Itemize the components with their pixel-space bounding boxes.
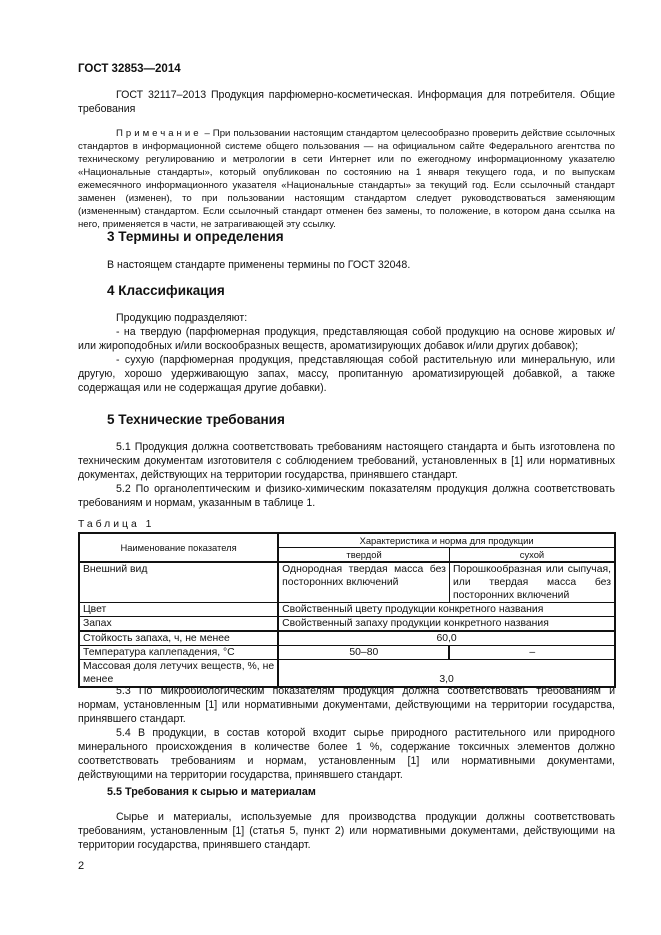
requirements-table: [78, 532, 616, 688]
row-value: Свойственный цвету продукции конкретного названия: [278, 603, 615, 617]
row-value: 60,0: [278, 631, 615, 646]
header-solid: твердой: [278, 548, 449, 563]
row-name: Массовая доля летучих веществ, %, не менее: [79, 660, 278, 688]
header-indicator: Наименование показателя: [79, 533, 278, 562]
table-row: [79, 603, 615, 617]
paragraph-5-3: 5.3 По микробиологическим показателям продукция должна соответствовать требованиям и нормам, установленным [1] или нормативными документами, действующими на территории государства, принявшего стандарт.: [78, 685, 615, 725]
table-row: [79, 631, 615, 646]
table-row: [79, 646, 615, 660]
subsection-5-5-title: 5.5 Требования к сырью и материалам: [107, 786, 316, 798]
section-3-text: В настоящем стандарте применены термины по ГОСТ 32048.: [107, 259, 411, 271]
row-name: Запах: [79, 617, 278, 632]
table-row: [79, 617, 615, 632]
document-code-header: ГОСТ 32853—2014: [78, 63, 181, 75]
row-name: Внешний вид: [79, 562, 278, 603]
row-value-dry: Порошкообразная или сыпучая, или твердая масса без посторонних включений: [449, 562, 615, 603]
row-name: Стойкость запаха, ч, не менее: [79, 631, 278, 646]
row-name: Цвет: [79, 603, 278, 617]
paragraph-5-1: 5.1 Продукция должна соответствовать требованиям настоящего стандарта и быть изготовлена по техническим документам изготовителя с соблюдением требований, установленных в [1] или нормативных документах, действующих на территории государства, принявшего стандарт.: [78, 441, 615, 481]
section-4-title: 4 Классификация: [107, 283, 225, 298]
paragraph-5-4: 5.4 В продукции, в состав которой входит сырье природного растительного или природного минерального происхождения в количестве более 1 %, содержание токсичных элементов должно соответствовать требованиям и нормам, установленным [1] или нормативными документами, действующими на территории государства, принявшего стандарт.: [78, 727, 615, 781]
page-number: 2: [78, 860, 85, 872]
section-3-title: 3 Термины и определения: [107, 229, 284, 244]
classification-item-solid: - на твердую (парфюмерная продукция, представляющая собой продукцию на основе жировых и/или жироподобных и/или воскообразных веществ, ароматизирующих добавок и/или других добавок);: [78, 326, 615, 352]
section-5-intro: [78, 440, 615, 510]
paragraph-5-2: 5.2 По органолептическим и физико-химическим показателям продукция должна соответствовать требованиям и нормам, указанным в таблице 1.: [78, 483, 615, 509]
note-text: – При пользовании настоящим стандартом целесообразно проверить действие ссылочных стандартов в информационной системе общего пользования — на официальном сайте Федерального агентства по техническому регулированию и метрологии в сети Интернет или по ежегодному информационному указателю «Национальные стандарты», который опубликован по состоянию на 1 января текущего года, и по выпускам ежемесячного информационного указателя «Национальные стандарты» за текущий год. Если ссылочный стандарт заменен (изменен), то при пользовании настоящим стандартом следует руководствоваться заменяющим (измененным) стандартом. Если ссылочный стандарт отменен без замены, то положение, в котором дана ссылка на него, применяется в части, не затрагивающей эту ссылку.: [78, 128, 615, 230]
normative-reference: ГОСТ 32117–2013 Продукция парфюмерно-косметическая. Информация для потребителя. Общие требования: [78, 89, 615, 115]
note-paragraph: [78, 127, 615, 231]
section-4-body: [78, 311, 615, 395]
section-5-continued: [78, 684, 615, 782]
note-label: Примечание: [116, 128, 202, 139]
row-name: Температура каплепадения, °С: [79, 646, 278, 660]
row-value: 3,0: [278, 660, 615, 688]
row-value: Свойственный запаху продукции конкретного названия: [278, 617, 615, 632]
header-dry: сухой: [449, 548, 615, 563]
table-row: [79, 660, 615, 688]
section-5-title: 5 Технические требования: [107, 412, 285, 427]
table-caption: Таблица 1: [78, 519, 155, 530]
paragraph-5-5: Сырье и материалы, используемые для производства продукции должны соответствовать требованиям, установленным [1] (статья 5, пункт 2) или нормативными документами, действующими на территории государства, принявшего стандарт.: [78, 811, 615, 851]
header-group: Характеристика и норма для продукции: [278, 533, 615, 548]
classification-item-dry: - сухую (парфюмерная продукция, представляющая собой растительную или минеральную, или другую, хорошо удерживающую запах, массу, пропитанную ароматизирующей добавкой, а также содержащая или не содержащая другие добавки).: [78, 354, 615, 394]
row-value-dry: –: [449, 646, 615, 660]
section-4-intro: Продукцию подразделяют:: [116, 312, 248, 324]
row-value-solid: 50–80: [278, 646, 449, 660]
table-row: [79, 562, 615, 603]
row-value-solid: Однородная твердая масса без посторонних включений: [278, 562, 449, 603]
